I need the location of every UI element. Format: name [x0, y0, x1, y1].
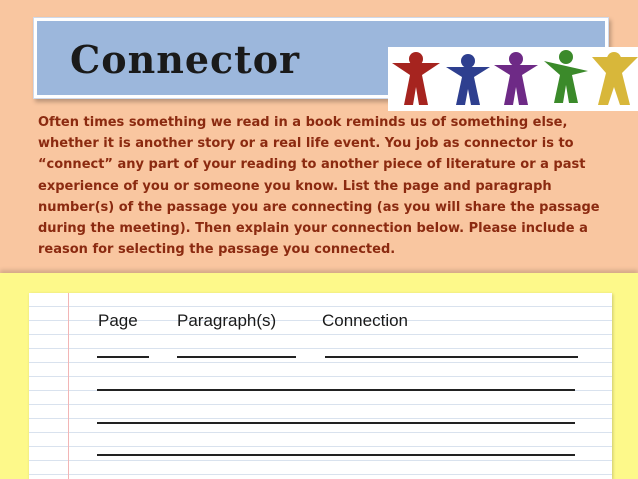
column-header-connection: Connection — [322, 311, 409, 330]
person-icon-red — [392, 52, 440, 105]
connection-line-3[interactable] — [97, 454, 575, 456]
person-icon-green — [544, 50, 588, 103]
people-graphic — [388, 47, 638, 111]
person-icon-yellow — [592, 52, 638, 105]
connection-line-2[interactable] — [97, 422, 575, 424]
paragraphs-blank[interactable] — [177, 356, 296, 358]
title-box — [33, 17, 609, 99]
page-blank[interactable] — [97, 356, 149, 358]
margin-line — [68, 293, 69, 479]
connection-blank[interactable] — [325, 356, 578, 358]
page-title: Connector — [70, 37, 301, 82]
column-header-page: Page — [98, 311, 138, 330]
column-header-paragraphs: Paragraph(s) — [177, 311, 277, 330]
instructions-text: Often times something we read in a book reminds us of something else, whether it is another story or a real life event. You job as connector is to “connect” any part of your reading to another piece of literature or a past experience of you or someone you know. List the page and paragraph number(s) of the passage you are connecting (as you will share the passage during the meeting). Then explain your connection below. Please include a reason for selecting the passage you connected. — [38, 115, 600, 258]
person-icon-blue — [446, 54, 490, 105]
person-icon-purple — [494, 52, 538, 105]
connection-line-1[interactable] — [97, 389, 575, 391]
